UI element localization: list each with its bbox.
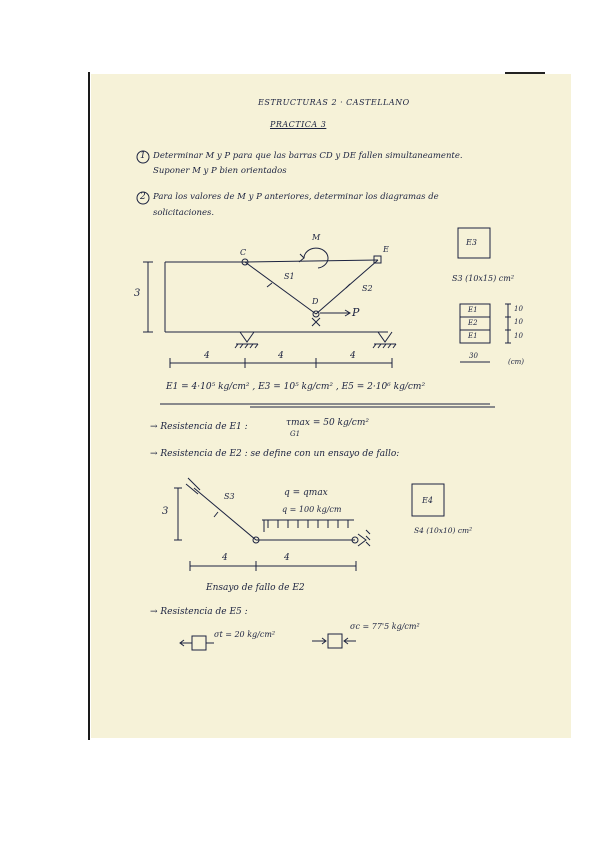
label-node-d: D — [312, 297, 319, 306]
load-value: q = 100 kg/cm — [282, 505, 342, 514]
label-units: (cm) — [508, 358, 525, 366]
label-bar-s3: S3 — [224, 492, 235, 501]
label-dim-1: 10 — [514, 305, 523, 313]
resistance-e5-label: → Resistencia de E5 : — [150, 607, 248, 617]
label-e2: E2 — [468, 319, 478, 327]
label-e3: E3 — [466, 238, 477, 247]
label-bar-s2: S2 — [362, 284, 373, 293]
label-height: 3 — [134, 288, 141, 299]
label-node-c: C — [240, 248, 247, 257]
compression-stress: σc = 77'5 kg/cm² — [350, 622, 420, 631]
label-dim-2: 10 — [514, 318, 523, 326]
test-caption: Ensayo de fallo de E2 — [206, 583, 305, 593]
label-node-e: E — [383, 245, 389, 254]
label-span-2: 4 — [278, 351, 284, 361]
course-title: ESTRUCTURAS 2 · CASTELLANO — [258, 98, 410, 107]
label-e3-dims: S3 (10x15) cm² — [452, 274, 515, 283]
label-e4: E4 — [422, 496, 433, 505]
practice-title: PRACTICA 3 — [270, 120, 327, 129]
item-1-note: Suponer M y P bien orientados — [153, 166, 287, 176]
item-1-text: Determinar M y P para que las barras CD y DE fallen simultaneamente. — [153, 151, 463, 161]
resistance-e1-label: → Resistencia de E1 : — [150, 422, 248, 432]
label-span-3: 4 — [350, 351, 356, 361]
load-condition: q = qmax — [284, 488, 328, 498]
label-span-1: 4 — [204, 351, 210, 361]
item-1-number: 1 — [140, 151, 146, 161]
label-width: 30 — [469, 352, 478, 360]
test-height: 3 — [162, 506, 169, 517]
item-2-text: Para los valores de M y P anteriores, determinar los diagramas de — [153, 192, 439, 202]
label-dim-3: 10 — [514, 332, 523, 340]
item-2-number: 2 — [140, 192, 146, 202]
test-span-1: 4 — [222, 553, 228, 563]
resistance-e2-label: → Resistencia de E2 : se define con un ensayo de fallo: — [150, 449, 400, 459]
resistance-e1-sub: G1 — [290, 430, 301, 438]
label-moment-m: M — [312, 233, 321, 242]
item-2-text-cont: solicitaciones. — [153, 208, 215, 218]
tension-stress: σt = 20 kg/cm² — [214, 630, 276, 639]
label-e4-dims: S4 (10x10) cm² — [414, 526, 473, 535]
compression-element — [328, 634, 342, 648]
resistance-e1-value: τmax = 50 kg/cm² — [286, 418, 369, 428]
tension-element — [192, 636, 206, 650]
label-bar-s1: S1 — [284, 272, 295, 281]
test-span-2: 4 — [284, 553, 290, 563]
label-e1: E1 — [468, 306, 478, 314]
label-e1-bottom: E1 — [468, 332, 478, 340]
label-load-p: P — [352, 306, 360, 319]
moduli-line: E1 = 4·10⁵ kg/cm² , E3 = 10⁵ kg/cm² , E5 = 2·10⁶ kg/cm² — [166, 382, 426, 392]
